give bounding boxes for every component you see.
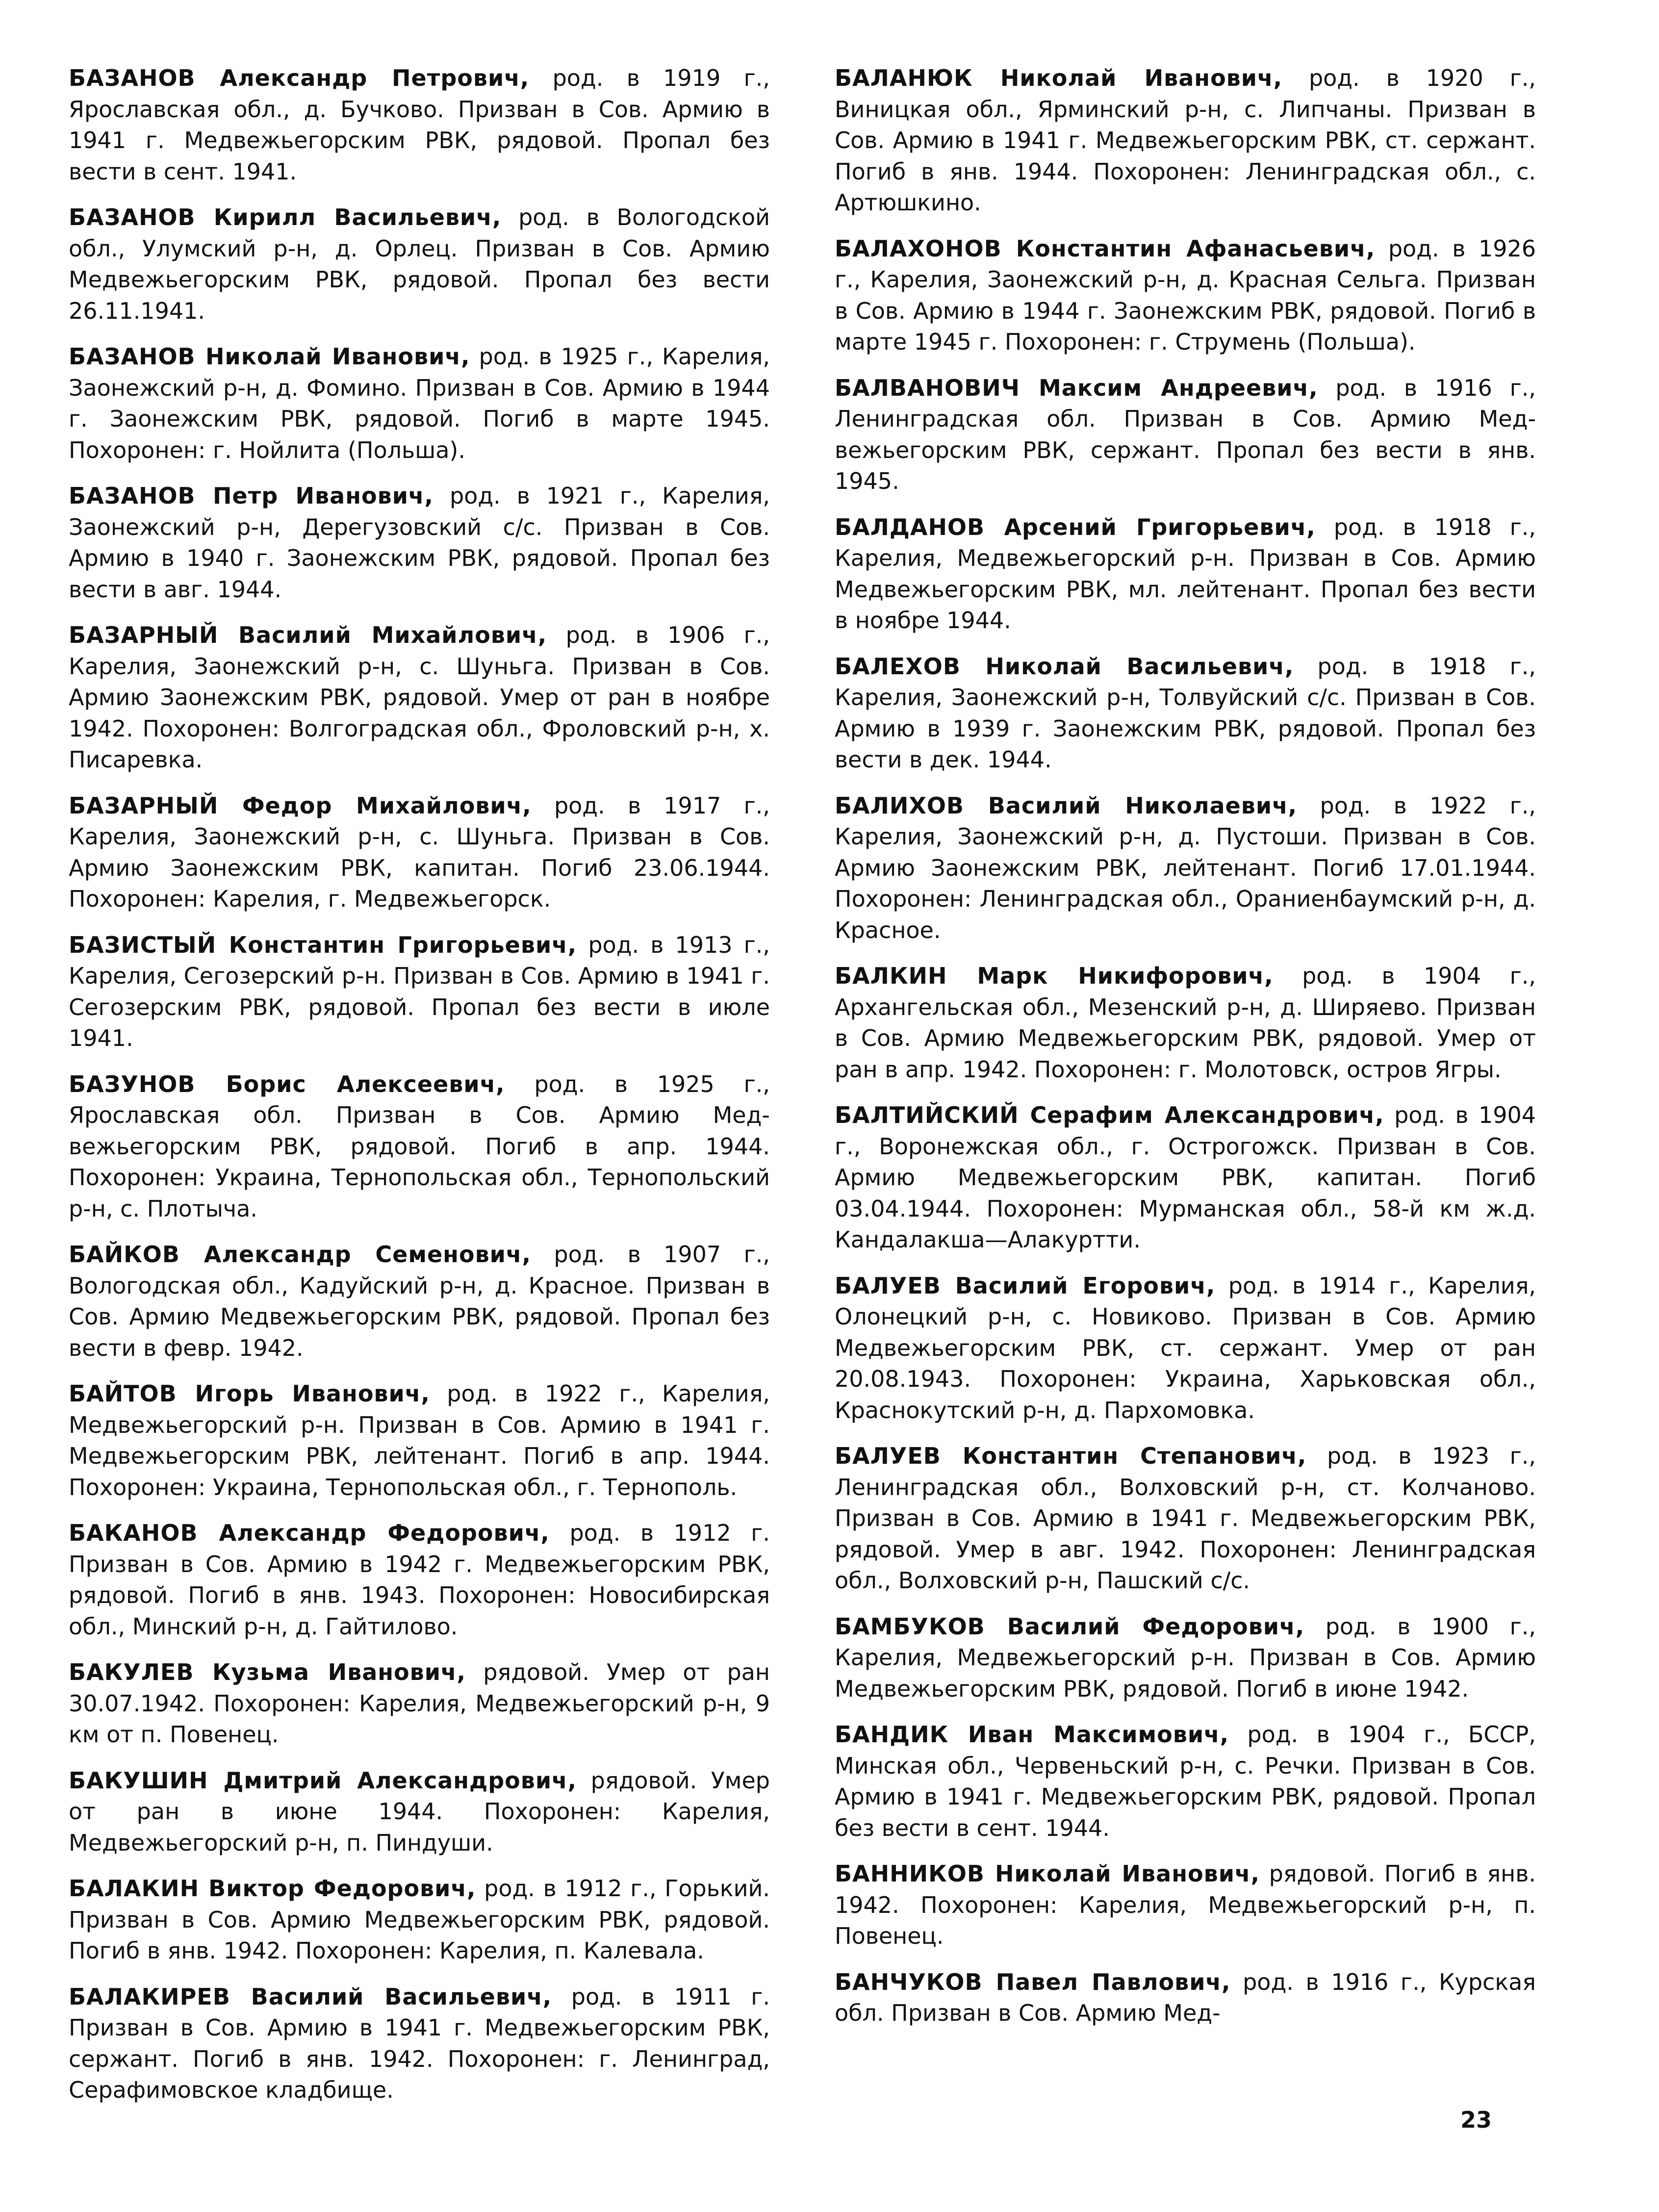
entry-name: БАЛАКИН Виктор Федорович, — [69, 1875, 476, 1902]
entry-name: БАКАНОВ Александр Федорович, — [69, 1520, 550, 1546]
register-entry — [835, 1719, 1536, 1844]
register-entry — [69, 930, 770, 1054]
register-entry — [69, 620, 770, 776]
entry-text: рядовой. Погиб в янв. 1942. Похоронен: Карелия, Медвежьегорский р-н, п. Повенец. — [835, 1860, 1536, 1949]
entry-name: БАЗАРНЫЙ Федор Михайлович, — [69, 792, 532, 819]
entry-name: БАЛВАНОВИЧ Максим Андреевич, — [835, 374, 1318, 401]
entry-text: род. в 1904 г., БССР, Минская обл., Червеньский р-н, с. Речки. Призван в Сов. Армию в 1941 г. Медвежьегорским РВК, рядовой. Пропал без вести в сент. 1944. — [835, 1721, 1536, 1841]
entry-text: род. в 1912 г., Горький. Призван в Сов. Армию Медвежьегорским РВК, рядовой. Погиб в янв. 1942. Похоронен: Карелия, п. Калевала. — [69, 1875, 770, 1964]
entry-name: БАЛКИН Марк Никифорович, — [835, 963, 1274, 989]
register-entry — [69, 1765, 770, 1859]
register-entry — [69, 1378, 770, 1503]
register-entry — [835, 63, 1536, 219]
entry-text: род. в 1904 г., Воронежская обл., г. Острогожск. Призван в Сов. Армию Медвежьегорским РВК, капитан. Погиб 03.04.1944. Похоронен: Мурманская обл., 58-й км ж.д. Кандалакша—Алакуртти. — [835, 1102, 1536, 1253]
register-entry — [69, 1982, 770, 2106]
register-entry — [69, 63, 770, 187]
register-entry — [835, 1611, 1536, 1705]
register-entry — [835, 1967, 1536, 2029]
page-number: 23 — [1460, 2107, 1492, 2133]
entry-name: БАЛАНЮК Николай Иванович, — [835, 65, 1283, 91]
entry-name: БАЛАКИРЕВ Василий Васильевич, — [69, 1983, 552, 2010]
entry-name: БАЙКОВ Александр Семенович, — [69, 1241, 531, 1268]
entry-text: род. в 1916 г., Ленинградская обл. Призван в Сов. Армию Медвежьегорским РВК, сержант. Пропал без вести в янв. 1945. — [835, 374, 1536, 494]
entry-name: БАЛИХОВ Василий Николаевич, — [835, 792, 1298, 819]
entry-name: БАЗАРНЫЙ Василий Михайлович, — [69, 622, 547, 648]
register-entry — [835, 1858, 1536, 1952]
entry-text: род. в 1925 г., Карелия, Заонежский р-н, д. Фомино. Призван в Сов. Армию в 1944 г. Заонежским РВК, рядовой. Погиб в марте 1945. Похоронен: г. Нойлита (Польша). — [69, 343, 770, 463]
register-entry — [835, 1441, 1536, 1597]
entry-text: род. в 1921 г., Карелия, Заонежский р-н, Дерегузовский с/с. Призван в Сов. Армию в 1940 г. Заонежским РВК, рядовой. Пропал без вести в авг. 1944. — [69, 483, 770, 603]
entry-text: род. в 1917 г., Карелия, Заонежский р-н, с. Шуньга. Призван в Сов. Армию Заонежским РВК, капитан. Погиб 23.06.1944. Похоронен: Карелия, г. Медвежьегорск. — [69, 792, 770, 912]
entry-name: БАЛУЕВ Василий Егорович, — [835, 1272, 1216, 1299]
register-entry — [69, 1873, 770, 1967]
entry-text: род. в 1918 г., Карелия, Заонежский р-н, Толвуйский с/с. Призван в Сов. Армию в 1939 г. Заонежским РВК, рядовой. Пропал без вести в дек. 1944. — [835, 653, 1536, 773]
entry-text: род. в 1919 г., Ярославская обл., д. Бучково. Призван в Сов. Армию в 1941 г. Медвежьегорским РВК, рядовой. Пропал без вести в сент. 1941. — [69, 65, 770, 185]
entry-name: БАМБУКОВ Василий Федорович, — [835, 1613, 1305, 1640]
entry-text: род. в 1925 г., Ярославская обл. Призван в Сов. Армию Медвежьегорским РВК, рядовой. Погиб в апр. 1944. Похоронен: Украина, Тернопольская обл., Тернопольский р-н, с. Плотыча. — [69, 1070, 770, 1222]
entry-name: БАЗИСТЫЙ Константин Григорьевич, — [69, 931, 577, 958]
entry-name: БАЛУЕВ Константин Степанович, — [835, 1443, 1307, 1469]
entry-name: БАЗУНОВ Борис Алексеевич, — [69, 1070, 505, 1097]
register-entry — [835, 233, 1536, 358]
entry-name: БАЗАНОВ Александр Петрович, — [69, 65, 530, 91]
entry-text: род. в 1904 г., Архангельская обл., Мезенский р-н, д. Ширяево. Призван в Сов. Армию Медвежьегорским РВК, рядовой. Умер от ран в апр. 1942. Похоронен: г. Молотовск, остров Ягры. — [835, 963, 1536, 1083]
register-entry — [835, 1271, 1536, 1426]
register-entry — [835, 651, 1536, 776]
entry-text: род. в 1922 г., Карелия, Заонежский р-н, д. Пустоши. Призван в Сов. Армию Заонежским РВК, лейтенант. Погиб 17.01.1944. Похоронен: Ленинградская обл., Ораниенбаумский р-н, д. Красное. — [835, 792, 1536, 943]
entry-text: род. в Вологодской обл., Улумский р-н, д. Орлец. Призван в Сов. Армию Медвежьегорским РВК, рядовой. Пропал без вести 26.11.1941. — [69, 204, 770, 324]
entry-name: БАЗАНОВ Николай Иванович, — [69, 343, 470, 370]
entry-text: рядовой. Умер от ран в июне 1944. Похоронен: Карелия, Медвежьегорский р-н, п. Пиндуши. — [69, 1767, 770, 1856]
register-entry — [69, 341, 770, 466]
register-entry — [69, 1069, 770, 1225]
register-entry — [835, 512, 1536, 636]
left-column — [69, 63, 770, 2121]
entry-name: БАЛАХОНОВ Константин Афанасьевич, — [835, 235, 1376, 262]
entry-name: БАКУЛЕВ Кузьма Иванович, — [69, 1659, 466, 1685]
register-entry — [69, 481, 770, 605]
entry-text: род. в 1923 г., Ленинградская обл., Волховский р-н, ст. Колчаново. Призван в Сов. Армию в 1941 г. Медвежьегорским РВК, рядовой. Умер в авг. 1942. Похоронен: Ленинградская обл., Волховский р-н, Пашский с/с. — [835, 1443, 1536, 1594]
entry-text: род. в 1920 г., Виницкая обл., Ярминский р-н, с. Липчаны. Призван в Сов. Армию в 1941 г. Медвежьегорским РВК, ст. сержант. Погиб в янв. 1944. Похоронен: Ленинградская обл., с. Артюшкино. — [835, 65, 1536, 216]
entry-text: род. в 1918 г., Карелия, Медвежьегорский р-н. Призван в Сов. Армию Медвежьегорским РВК, мл. лейтенант. Пропал без вести в ноябре 1944. — [835, 513, 1536, 634]
entry-text: род. в 1914 г., Карелия, Олонецкий р-н, с. Новиково. Призван в Сов. Армию Медвежьегорским РВК, ст. сержант. Умер от ран 20.08.1943. Похоронен: Украина, Харьковская обл., Краснокутский р-н, д. Пархомовка. — [835, 1272, 1536, 1424]
right-column — [835, 63, 1536, 2044]
register-entry — [835, 961, 1536, 1085]
entry-text: род. в 1922 г., Карелия, Медвежьегорский р-н. Призван в Сов. Армию в 1941 г. Медвежьегорским РВК, лейтенант. Погиб в апр. 1944. Похоронен: Украина, Тернопольская обл., г. Тернополь. — [69, 1380, 770, 1500]
entry-text: род. в 1907 г., Вологодская обл., Кадуйский р-н, д. Красное. Призван в Сов. Армию Медвежьегорским РВК, рядовой. Пропал без вести в февр. 1942. — [69, 1241, 770, 1361]
register-entry — [69, 1518, 770, 1642]
register-entry — [69, 790, 770, 915]
entry-name: БАКУШИН Дмитрий Александрович, — [69, 1767, 577, 1794]
entry-name: БАЛТИЙСКИЙ Серафим Александрович, — [835, 1102, 1384, 1128]
register-entry — [835, 790, 1536, 946]
register-entry — [69, 202, 770, 327]
entry-name: БАНДИК Иван Максимович, — [835, 1721, 1229, 1748]
entry-text: род. в 1916 г., Курская обл. Призван в Сов. Армию Мед- — [835, 1968, 1536, 2026]
entry-name: БАЙТОВ Игорь Иванович, — [69, 1380, 430, 1407]
entry-name: БАЛЕХОВ Николай Васильевич, — [835, 653, 1294, 680]
entry-name: БАЛДАНОВ Арсений Григорьевич, — [835, 513, 1316, 540]
entry-name: БАЗАНОВ Петр Иванович, — [69, 483, 434, 509]
entry-text: род. в 1911 г. Призван в Сов. Армию в 1941 г. Медвежьегорским РВК, сержант. Погиб в янв. 1942. Похоронен: г. Ленинград, Серафимовское кладбище. — [69, 1983, 770, 2103]
entry-name: БАЗАНОВ Кирилл Васильевич, — [69, 204, 502, 230]
register-entry — [69, 1657, 770, 1751]
register-entry — [835, 1100, 1536, 1256]
entry-text: рядовой. Умер от ран 30.07.1942. Похоронен: Карелия, Медвежьегорский р-н, 9 км от п. Повенец. — [69, 1659, 770, 1748]
register-entry — [69, 1239, 770, 1364]
entry-text: род. в 1912 г. Призван в Сов. Армию в 1942 г. Медвежьегорским РВК, рядовой. Погиб в янв. 1943. Похоронен: Новосибирская обл., Минский р-н, д. Гайтилово. — [69, 1520, 770, 1640]
entry-text: род. в 1913 г., Карелия, Сегозерский р-н. Призван в Сов. Армию в 1941 г. Сегозерским РВК, рядовой. Пропал без вести в июле 1941. — [69, 931, 770, 1051]
entry-text: род. в 1906 г., Карелия, Заонежский р-н, с. Шуньга. Призван в Сов. Армию Заонежским РВК, рядовой. Умер от ран в ноябре 1942. Похоронен: Волгоградская обл., Фроловский р-н, х. Писаревка. — [69, 622, 770, 773]
register-entry — [835, 373, 1536, 497]
entry-text: род. в 1926 г., Карелия, Заонежский р-н, д. Красная Сельга. Призван в Сов. Армию в 1944 г. Заонежским РВК, рядовой. Погиб в марте 1945 г. Похоронен: г. Струмень (Польша). — [835, 235, 1536, 355]
entry-name: БАНЧУКОВ Павел Павлович, — [835, 1968, 1231, 1995]
entry-text: род. в 1900 г., Карелия, Медвежьегорский р-н. Призван в Сов. Армию Медвежьегорским РВК, рядовой. Погиб в июне 1942. — [835, 1613, 1536, 1702]
entry-name: БАННИКОВ Николай Иванович, — [835, 1860, 1260, 1887]
